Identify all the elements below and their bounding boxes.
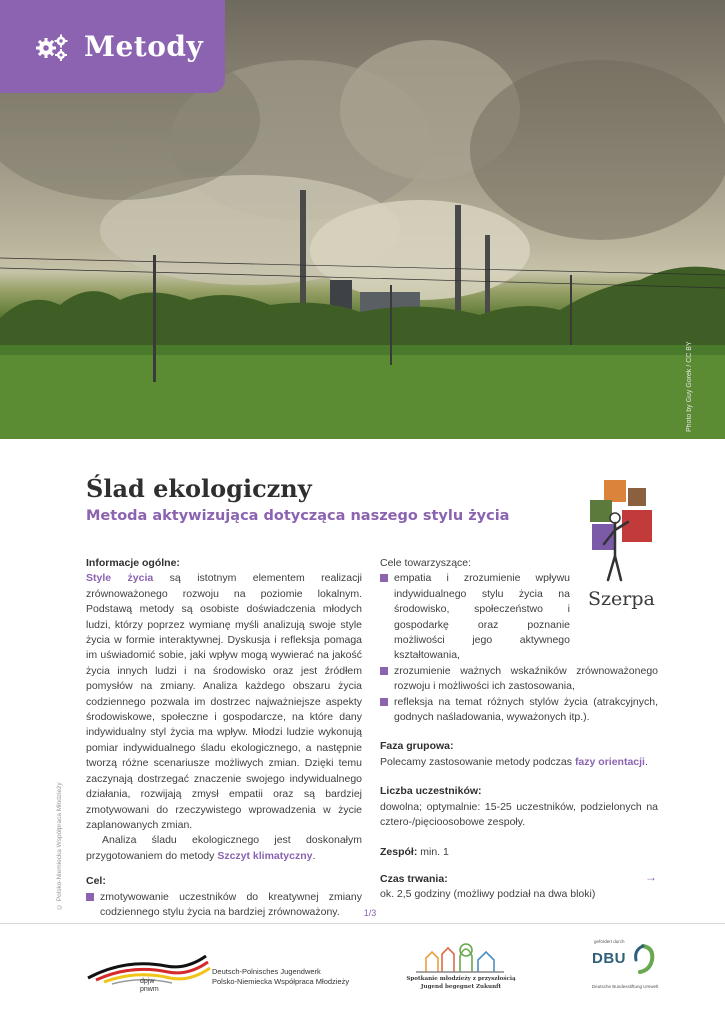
duration-text: ok. 2,5 godziny (możliwy podział na dwa bloki) <box>380 888 596 901</box>
page-number: 1/3 <box>363 908 377 918</box>
analysis-text: Analiza śladu ekologicznego jest doskonałym przygotowaniem do metody Szczyt klimatyczny. <box>86 834 362 862</box>
footer-divider <box>0 923 725 924</box>
page-title: Ślad ekologiczny <box>86 474 312 503</box>
page-subtitle: Metoda aktywizująca dotycząca naszego stylu życia <box>86 508 510 524</box>
side-goal-item: empatia i zrozumienie wpływu indywidualnego stylu życia na środowisko, społeczeństwo i gospodarkę oraz poznanie możliwości jego aktywnego kształtowania, <box>380 571 658 663</box>
gears-icon <box>34 32 70 62</box>
section-title: Metody <box>84 30 204 63</box>
dbu-funding-note: gefördert durch <box>594 939 625 944</box>
side-goals-list <box>380 571 658 725</box>
general-info-text: Style życia są istotnym elementem realizacji zrównoważonego rozwoju na poziomie lokalnym. Podstawą metody są osobiste doświadczenia młodych ludzi, którzy poprzez wymianę myśli analizują swoje style życia w formie interaktywnej. Dyskusja i refleksja pomaga im uświadomić sobie, jaki wpływ mogą wywierać na jakość życia innych ludzi i na środowisko oraz jest źródłem pomysłów na zmiany. Analiza każdego obszaru życia codziennego pozwala im dostrzec najważniejsze aspekty środowiskowe, społeczne i gospodarcze, na które dany indywidualny styl życia ma wpływ. Młodzi ludzie wykonują pomiar indywidualnego śladu ekologicznego, a następnie tworzą różne scenariusze możliwych zmian. Dzięki temu zaczynają dostrzegać znaczenie swojego indywidualnego działania, rozwijają zmysł empatii oraz są bardziej zmotywowani do rzeczywistego wprowadzenia w życie zaplanowanych zmian. <box>86 572 362 831</box>
dbu-org-name: Deutsche Bundesstiftung Umwelt <box>592 984 659 989</box>
participants-heading: Liczba uczestników: <box>380 785 482 798</box>
team-heading: Zespół: <box>380 845 418 858</box>
next-page-arrow-icon[interactable]: → <box>645 870 657 884</box>
general-info-heading: Informacje ogólne: <box>86 557 180 569</box>
participants-text: dowolna; optymalnie: 15-25 uczestników, podzielonych na cztero-/pięcioosobowe zespoły. <box>380 800 658 829</box>
left-column <box>86 556 362 920</box>
photo-credit: Photo by Guy Gorek / CC BY <box>686 341 693 432</box>
right-column <box>380 556 658 903</box>
team-line: Zespół: min. 1 <box>380 845 449 858</box>
goal-item: zmotywowanie uczestników do kreatywnej zmiany codziennego stylu życia na bardziej zrównoważony. <box>86 890 362 921</box>
copyright-credit: © Polsko-Niemiecka Współpraca Młodzieży <box>56 782 63 910</box>
dpjw-org-name: Deutsch-Polnisches Jugendwerk Polsko-Niemiecka Współpraca Młodzieży <box>212 967 350 986</box>
goal-heading: Cel: <box>86 875 106 888</box>
phase-text: Polecamy zastosowanie metody podczas fazy orientacji. <box>380 755 648 768</box>
side-goal-item: refleksja na temat różnych stylów życia (atrakcyjnych, godnych naśladowania, wyważonych itp.). <box>380 695 658 726</box>
spotkanie-slogan: Spotkanie młodzieży z przyszłością Jugend begegnet Zukunft <box>406 976 516 990</box>
lifestyle-link[interactable]: Style życia <box>86 572 154 585</box>
phase-heading: Faza grupowa: <box>380 740 454 753</box>
goal-list <box>86 890 362 921</box>
section-tab <box>0 0 225 93</box>
dpjw-logo-text: dpjw pnwm <box>140 978 159 993</box>
dbu-logo <box>630 942 656 976</box>
orientation-phase-link[interactable]: fazy orientacji <box>574 755 645 768</box>
side-goal-item: zrozumienie ważnych wskaźników zrównoważonego rozwoju i możliwości ich zastosowania, <box>380 664 658 695</box>
side-goals-heading: Cele towarzyszące: <box>380 557 472 569</box>
szerpa-logo-text: Szerpa <box>588 588 655 610</box>
dbu-logo-text: DBU <box>592 950 626 967</box>
climate-summit-link[interactable]: Szczyt klimatyczny <box>217 849 313 862</box>
duration-heading: Czas trwania: <box>380 872 448 885</box>
